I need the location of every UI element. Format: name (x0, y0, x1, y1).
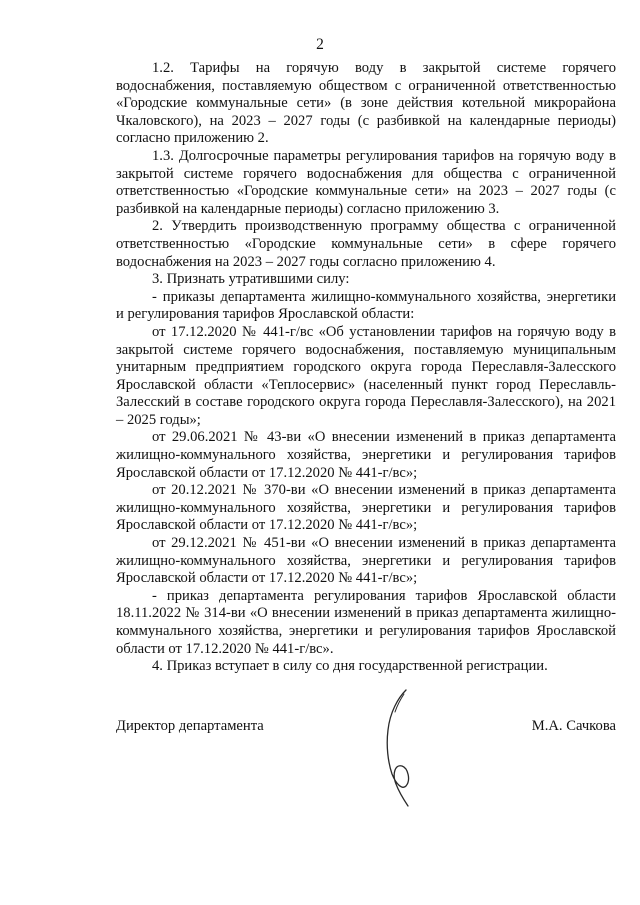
paragraph-1-3: 1.3. Долгосрочные параметры регулирования тарифов на горячую воду в закрытой системе горячего водоснабжения для общества с ограниченной ответственностью «Городские коммунальные сети» на 2023 – 2027 годы (с разбивкой на календарные периоды) согласно приложению 3. (116, 147, 616, 217)
paragraph-order-314: - приказ департамента регулирования тарифов Ярославской области 18.11.2022 № 314-ви «О внесении изменений в приказ департамента жилищно-коммунального хозяйства, энергетики и регулирования тарифов Ярославской области от 17.12.2020 № 441-г/вс». (116, 587, 616, 657)
signatory-name: М.А. Сачкова (531, 718, 616, 734)
paragraph-3: 3. Признать утратившими силу: (152, 271, 350, 288)
handwritten-signature-icon (378, 686, 418, 810)
paragraph-order-451: от 29.12.2021 № 451-ви «О внесении изменений в приказ департамента жилищно-коммунального хозяйства, энергетики и регулирования тарифов Ярославской области от 17.12.2020 № 441-г/вс»; (116, 535, 616, 587)
paragraph-1-2: 1.2. Тарифы на горячую воду в закрытой системе горячего водоснабжения, поставляемую обществом с ограниченной ответственностью «Городские коммунальные сети» (в зоне действия котельной микрорайона Чкаловского), на 2023 – 2027 годы (с разбивкой на календарные периоды) согласно приложению 2. (116, 60, 616, 147)
paragraph-4: 4. Приказ вступает в силу со дня государственной регистрации. (152, 658, 548, 675)
document-body (116, 60, 616, 676)
page-number: 2 (316, 36, 324, 53)
signatory-position: Директор департамента (116, 718, 264, 734)
paragraph-order-43: от 29.06.2021 № 43-ви «О внесении изменений в приказ департамента жилищно-коммунального хозяйства, энергетики и регулирования тарифов Ярославской области от 17.12.2020 № 441-г/вс»; (116, 429, 616, 481)
paragraph-order-370: от 20.12.2021 № 370-ви «О внесении изменений в приказ департамента жилищно-коммунального хозяйства, энергетики и регулирования тарифов Ярославской области от 17.12.2020 № 441-г/вс»; (116, 482, 616, 534)
paragraph-order-441: от 17.12.2020 № 441-г/вс «Об установлении тарифов на горячую воду в закрытой системе горячего водоснабжения, поставляемую муниципальным унитарным предприятием городского округа города Переславля-Залесского Ярославской области «Теплосервис» (населенный пункт город Переславль-Залесский в составе городского округа города Переславля-Залесского), на 2021 – 2025 годы»; (116, 323, 616, 428)
paragraph-2: 2. Утвердить производственную программу общества с ограниченной ответственностью «Городские коммунальные сети» в сфере горячего водоснабжения на 2023 – 2027 годы согласно приложению 4. (116, 218, 616, 270)
paragraph-3-orders: - приказы департамента жилищно-коммунального хозяйства, энергетики и регулирования тарифов Ярославской области: (116, 288, 616, 323)
